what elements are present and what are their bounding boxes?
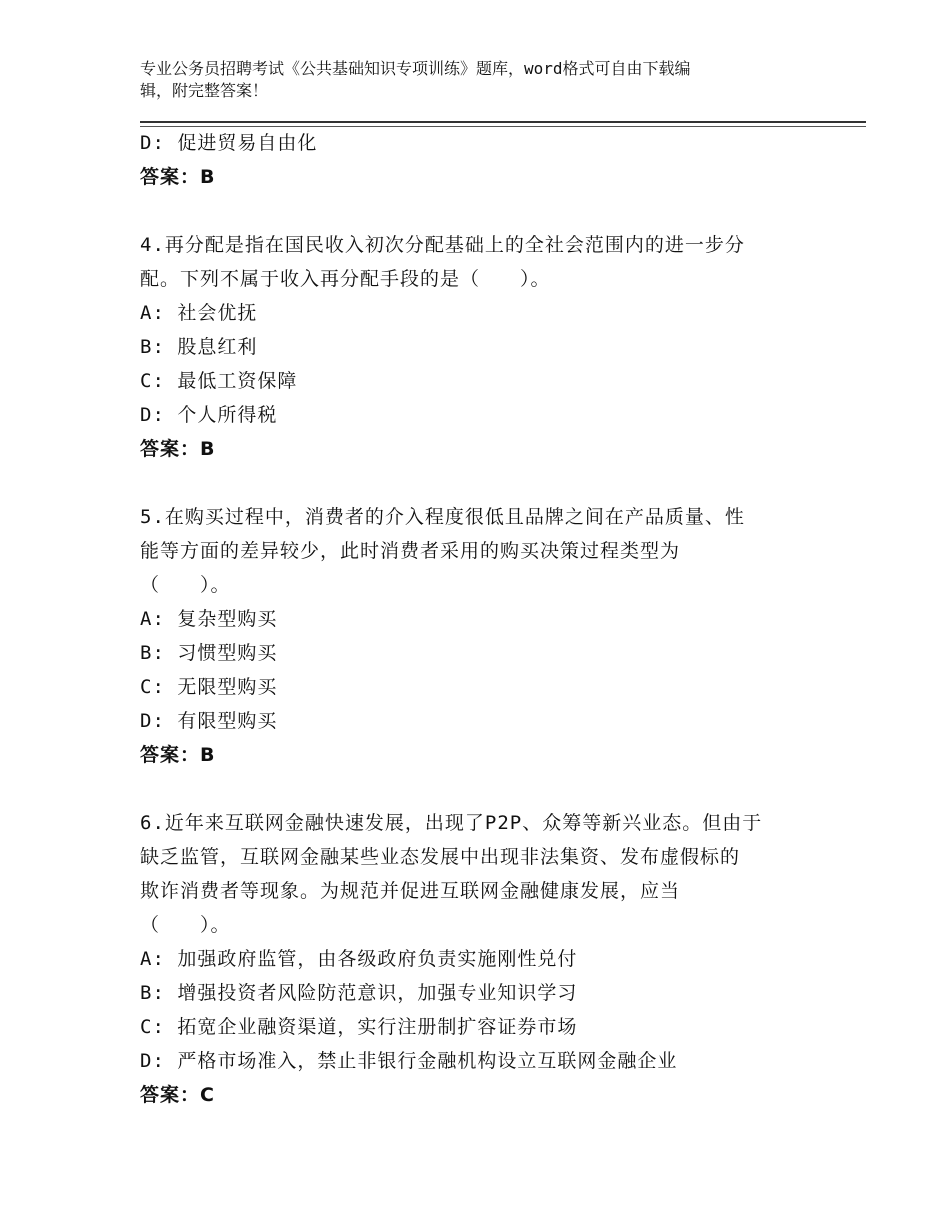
question-text-line: （ ）。 bbox=[140, 914, 231, 936]
option-a: A: 加强政府监管，由各级政府负责实施刚性兑付 bbox=[140, 948, 578, 970]
option-b: B: 增强投资者风险防范意识，加强专业知识学习 bbox=[140, 982, 578, 1004]
question-text-line: （ ）。 bbox=[140, 574, 231, 596]
spacer bbox=[140, 194, 840, 228]
option-a: A: 社会优抚 bbox=[140, 302, 258, 324]
option-c: C: 拓宽企业融资渠道，实行注册制扩容证券市场 bbox=[140, 1016, 578, 1038]
header-line-2: 辑，附完整答案！ bbox=[140, 81, 269, 100]
question-text-line: 欺诈消费者等现象。为规范并促进互联网金融健康发展，应当 bbox=[140, 880, 681, 902]
option-d: D: 有限型购买 bbox=[140, 710, 278, 732]
question-text-line: 6.近年来互联网金融快速发展，出现了P2P、众筹等新兴业态。但由于 bbox=[140, 812, 763, 834]
document-body bbox=[140, 126, 840, 1112]
answer: 答案：B bbox=[140, 438, 216, 460]
option-c: C: 最低工资保障 bbox=[140, 370, 298, 392]
document-header bbox=[140, 58, 840, 102]
question-text-line: 能等方面的差异较少，此时消费者采用的购买决策过程类型为 bbox=[140, 540, 681, 562]
option-d: D: 个人所得税 bbox=[140, 404, 278, 426]
question-4 bbox=[140, 228, 840, 466]
spacer bbox=[140, 466, 840, 500]
question-6 bbox=[140, 806, 840, 1112]
header-rule-thick bbox=[140, 121, 866, 123]
question-5 bbox=[140, 500, 840, 772]
question-text-line: 5.在购买过程中，消费者的介入程度很低且品牌之间在产品质量、性 bbox=[140, 506, 745, 528]
answer: 答案：C bbox=[140, 1084, 215, 1106]
option-c: C: 无限型购买 bbox=[140, 676, 278, 698]
option-d: D: 严格市场准入，禁止非银行金融机构设立互联网金融企业 bbox=[140, 1050, 678, 1072]
option-a: A: 复杂型购买 bbox=[140, 608, 278, 630]
question-text-line: 配。下列不属于收入再分配手段的是（ ）。 bbox=[140, 268, 551, 290]
prev-answer: 答案：B bbox=[140, 166, 216, 188]
option-b: B: 股息红利 bbox=[140, 336, 258, 358]
question-text-line: 4.再分配是指在国民收入初次分配基础上的全社会范围内的进一步分 bbox=[140, 234, 745, 256]
prev-option-d: D: 促进贸易自由化 bbox=[140, 132, 318, 154]
spacer bbox=[140, 772, 840, 806]
header-line-1: 专业公务员招聘考试《公共基础知识专项训练》题库，word格式可自由下载编 bbox=[140, 59, 691, 78]
question-text-line: 缺乏监管，互联网金融某些业态发展中出现非法集资、发布虚假标的 bbox=[140, 846, 741, 868]
answer: 答案：B bbox=[140, 744, 216, 766]
option-b: B: 习惯型购买 bbox=[140, 642, 278, 664]
